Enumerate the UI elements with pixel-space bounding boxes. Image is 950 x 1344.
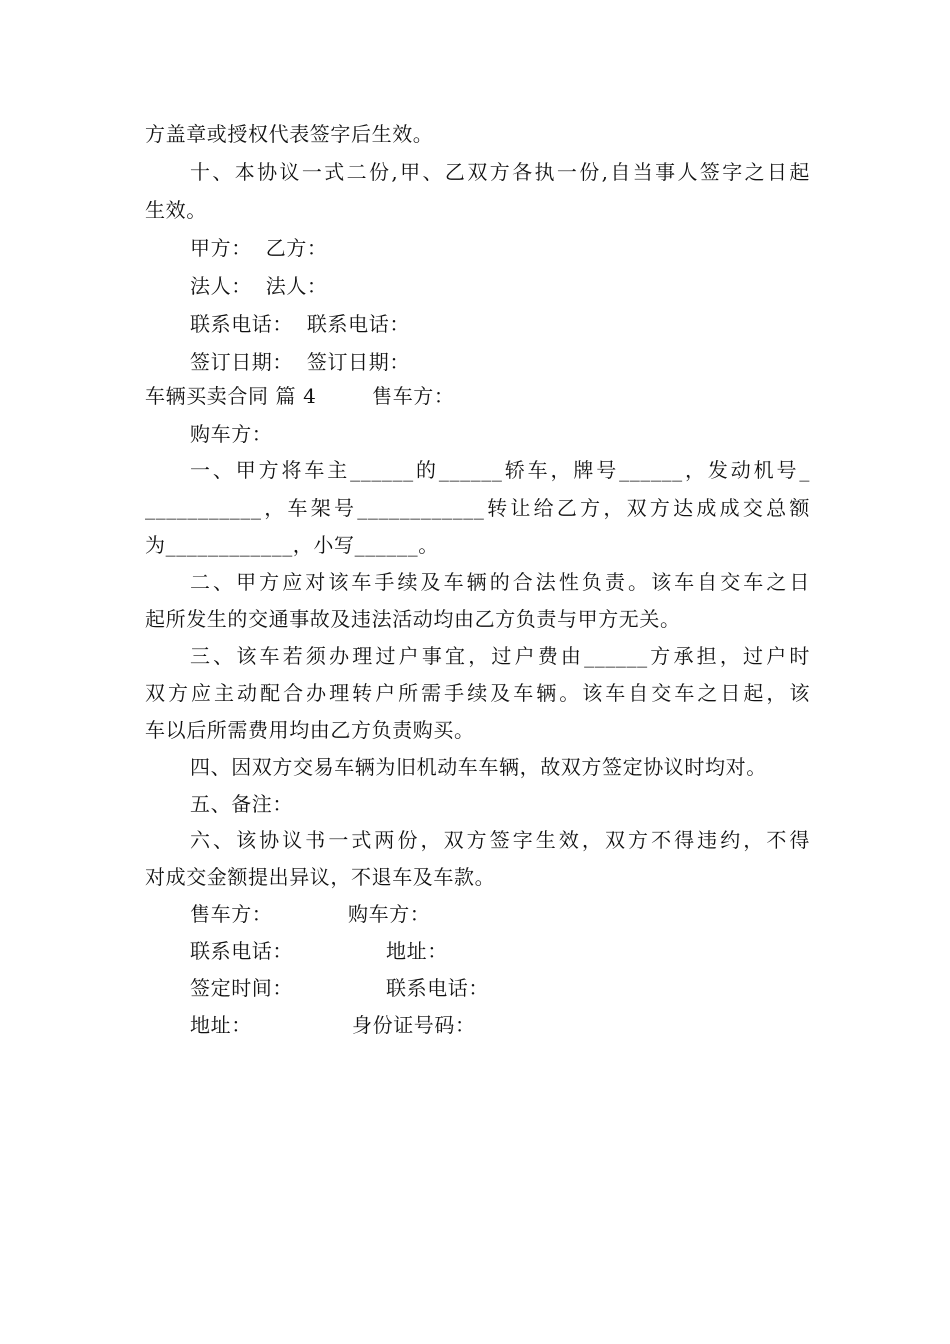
sig-signing-time-label: 签定时间： <box>190 976 293 1000</box>
sig-seller-address-label: 地址： <box>190 1013 252 1037</box>
clause-6-line-2: 对成交金额提出异议，不退车及车款。 <box>145 865 496 889</box>
clause-3-line-1: 三、该车若须办理过户事宜，过户费由______方承担，过户时 <box>190 644 810 668</box>
clause-3-line-2: 双方应主动配合办理转户所需手续及车辆。该车自交车之日起，该 <box>145 681 810 705</box>
sig-buyer-label: 购车方： <box>348 902 431 926</box>
buyer-label: 购车方： <box>190 422 273 446</box>
sig-buyer-id-label: 身份证号码： <box>352 1013 476 1037</box>
contract-heading: 车辆买卖合同 篇 4 售车方： <box>145 384 455 408</box>
sig-buyer-address-label: 地址： <box>386 939 448 963</box>
clause-6-line-1: 六、该协议书一式两份，双方签字生效，双方不得违约，不得 <box>190 828 810 852</box>
clause-10-line-1: 十、本协议一式二份,甲、乙双方各执一份,自当事人签字之日起 <box>190 160 810 184</box>
sig-seller-phone-label: 联系电话： <box>190 939 293 963</box>
clause-2-line-1: 二、甲方应对该车手续及车辆的合法性负责。该车自交车之日 <box>190 570 810 594</box>
clause-1-line-2: ___________，车架号____________转让给乙方，双方达成成交总额 <box>145 496 810 520</box>
clause-1-line-1: 一、甲方将车主______的______轿车，牌号______，发动机号_ <box>190 458 810 482</box>
sign-row-party: 甲方： 乙方： <box>190 236 328 260</box>
sign-row-phone: 联系电话： 联系电话： <box>190 312 410 336</box>
sign-row-date: 签订日期： 签订日期： <box>190 350 410 374</box>
clause-2-line-2: 起所发生的交通事故及违法活动均由乙方负责与甲方无关。 <box>145 607 681 631</box>
paragraph-continuation: 方盖章或授权代表签字后生效。 <box>145 122 434 146</box>
sign-row-legal-person: 法人： 法人： <box>190 274 328 298</box>
clause-3-line-3: 车以后所需费用均由乙方负责购买。 <box>145 718 475 742</box>
clause-4-line-1: 四、因双方交易车辆为旧机动车车辆，故双方签定协议时均对。 <box>190 755 767 779</box>
sig-buyer-phone-label: 联系电话： <box>386 976 489 1000</box>
clause-5-line-1: 五、备注： <box>190 792 293 816</box>
clause-1-line-3: 为____________，小写______。 <box>145 533 439 557</box>
clause-10-line-2: 生效。 <box>145 198 207 222</box>
sig-seller-label: 售车方： <box>190 902 273 926</box>
